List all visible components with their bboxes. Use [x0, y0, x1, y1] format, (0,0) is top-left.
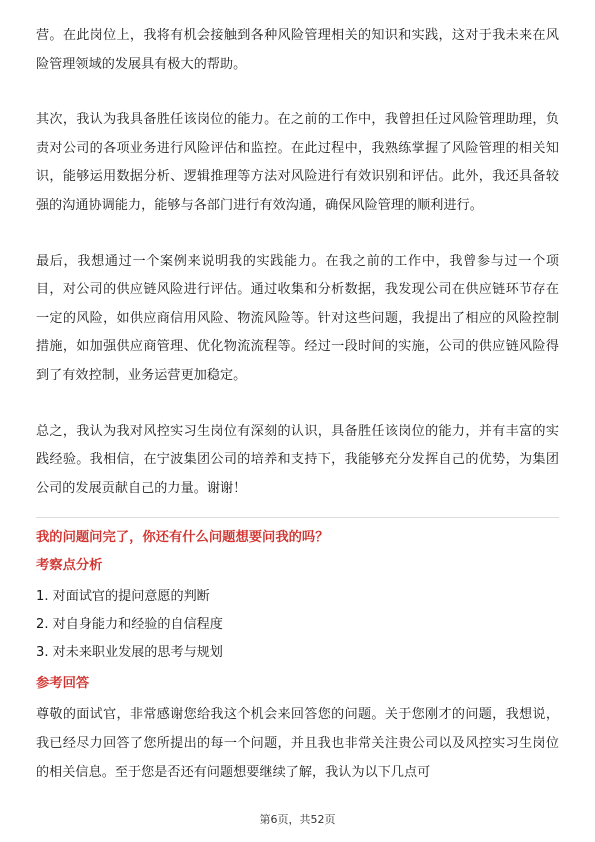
- paragraph-ability: 其次，我认为我具备胜任该岗位的能力。在之前的工作中，我曾担任过风险管理助理，负责对公司的各项业务进行风险评估和监控。在此过程中，我熟练掌握了风险管理的相关知识，能够运用数据分析、逻辑推理等方法对风险进行有效识别和评估。此外，我还具备较强的沟通协调能力，能够与各部门进行有效沟通，确保风险管理的顺利进行。: [36, 112, 559, 213]
- analysis-heading: 考察点分析: [36, 558, 103, 574]
- analysis-point: 2. 对自身能力和经验的自信程度: [36, 617, 223, 633]
- page-number: 第6页，共52页: [259, 813, 336, 826]
- reference-answer-heading: 参考回答: [36, 676, 90, 692]
- document-page: [36, 22, 559, 787]
- section-divider: [36, 517, 559, 518]
- analysis-point: 1. 对面试官的提问意愿的判断: [36, 589, 210, 605]
- analysis-points-list: [36, 583, 559, 667]
- paragraph-intro-end: 营。在此岗位上，我将有机会接触到各种风险管理相关的知识和实践，这对于我未来在风险管理领域的发展具有极大的帮助。: [36, 28, 559, 72]
- reference-answer-text: 尊敬的面试官，非常感谢您给我这个机会来回答您的问题。关于您刚才的问题，我想说，我已经尽力回答了您所提出的每一个问题，并且我也非常关注贵公司以及风控实习生岗位的相关信息。至于您是否还有问题想要继续了解，我认为以下几点可: [36, 707, 559, 780]
- interview-question: 我的问题问完了，你还有什么问题想要问我的吗？: [36, 530, 329, 546]
- paragraph-case: 最后，我想通过一个案例来说明我的实践能力。在我之前的工作中，我曾参与过一个项目，对公司的供应链风险进行评估。通过收集和分析数据，我发现公司在供应链环节存在一定的风险，如供应商信用风险、物流风险等。针对这些问题，我提出了相应的风险控制措施，如加强供应商管理、优化物流流程等。经过一段时间的实施，公司的供应链风险得到了有效控制，业务运营更加稳定。: [36, 253, 559, 383]
- paragraph-conclusion: 总之，我认为我对风控实习生岗位有深刻的认识，具备胜任该岗位的能力，并有丰富的实践经验。我相信，在宁波集团公司的培养和支持下，我能够充分发挥自己的优势，为集团公司的发展贡献自己的力量。谢谢！: [36, 423, 559, 496]
- analysis-point: 3. 对未来职业发展的思考与规划: [36, 645, 223, 661]
